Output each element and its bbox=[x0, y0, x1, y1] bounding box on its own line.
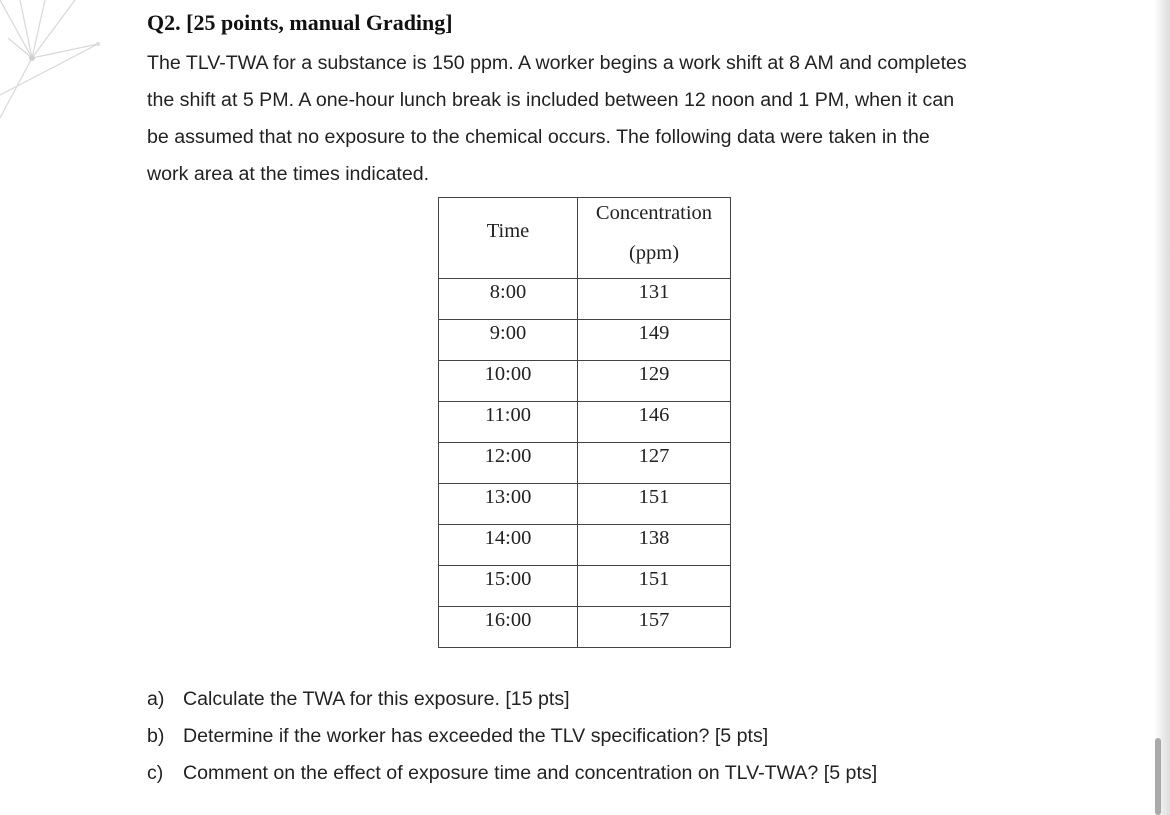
header-concentration: Concentration (ppm) bbox=[578, 198, 731, 279]
concentration-cell: 151 bbox=[578, 484, 731, 525]
time-cell: 13:00 bbox=[439, 484, 578, 525]
time-cell: 10:00 bbox=[439, 361, 578, 402]
paragraph-line: work area at the times indicated. bbox=[147, 163, 430, 185]
concentration-cell: 127 bbox=[578, 443, 731, 484]
subquestion-text: Comment on the effect of exposure time and concentration on TLV-TWA? [5 pts] bbox=[183, 762, 878, 784]
subquestion-a bbox=[147, 683, 877, 720]
table-row bbox=[439, 279, 731, 320]
subquestion-text: Determine if the worker has exceeded the TLV specification? [5 pts] bbox=[183, 725, 769, 747]
subquestion-marker: a) bbox=[147, 688, 165, 710]
paragraph-line: The TLV-TWA for a substance is 150 ppm. A worker begins a work shift at 8 AM and completes bbox=[147, 52, 967, 74]
time-cell: 14:00 bbox=[439, 525, 578, 566]
time-cell: 15:00 bbox=[439, 566, 578, 607]
table-row bbox=[439, 320, 731, 361]
concentration-cell: 138 bbox=[578, 525, 731, 566]
paragraph-line: the shift at 5 PM. A one-hour lunch break is included between 12 noon and 1 PM, when it can bbox=[147, 89, 955, 111]
time-cell: 12:00 bbox=[439, 443, 578, 484]
subquestion-marker: c) bbox=[147, 762, 164, 784]
subquestion-b bbox=[147, 720, 877, 757]
concentration-table bbox=[438, 197, 731, 648]
subquestion-list bbox=[147, 683, 877, 794]
concentration-cell: 157 bbox=[578, 607, 731, 648]
time-cell: 9:00 bbox=[439, 320, 578, 361]
scrollbar-thumb[interactable] bbox=[1155, 738, 1161, 815]
subquestion-c bbox=[147, 757, 877, 794]
concentration-cell: 129 bbox=[578, 361, 731, 402]
table-row bbox=[439, 607, 731, 648]
subquestion-text: Calculate the TWA for this exposure. [15 pts] bbox=[183, 688, 570, 710]
table-header-row bbox=[439, 198, 731, 279]
paragraph-line: be assumed that no exposure to the chemical occurs. The following data were taken in the bbox=[147, 126, 930, 148]
concentration-cell: 149 bbox=[578, 320, 731, 361]
table-row bbox=[439, 566, 731, 607]
subquestion-marker: b) bbox=[147, 725, 165, 747]
table-row bbox=[439, 443, 731, 484]
question-paragraph bbox=[147, 47, 1037, 195]
concentration-cell: 131 bbox=[578, 279, 731, 320]
time-cell: 16:00 bbox=[439, 607, 578, 648]
table-row bbox=[439, 525, 731, 566]
concentration-cell: 151 bbox=[578, 566, 731, 607]
table-row bbox=[439, 361, 731, 402]
decorative-lines-graphic bbox=[0, 0, 110, 130]
header-time: Time bbox=[439, 198, 578, 279]
table-row bbox=[439, 484, 731, 525]
table-row bbox=[439, 402, 731, 443]
time-cell: 8:00 bbox=[439, 279, 578, 320]
concentration-cell: 146 bbox=[578, 402, 731, 443]
scrollbar-track[interactable] bbox=[1156, 0, 1168, 815]
time-cell: 11:00 bbox=[439, 402, 578, 443]
question-title: Q2. [25 points, manual Grading] bbox=[147, 10, 453, 35]
